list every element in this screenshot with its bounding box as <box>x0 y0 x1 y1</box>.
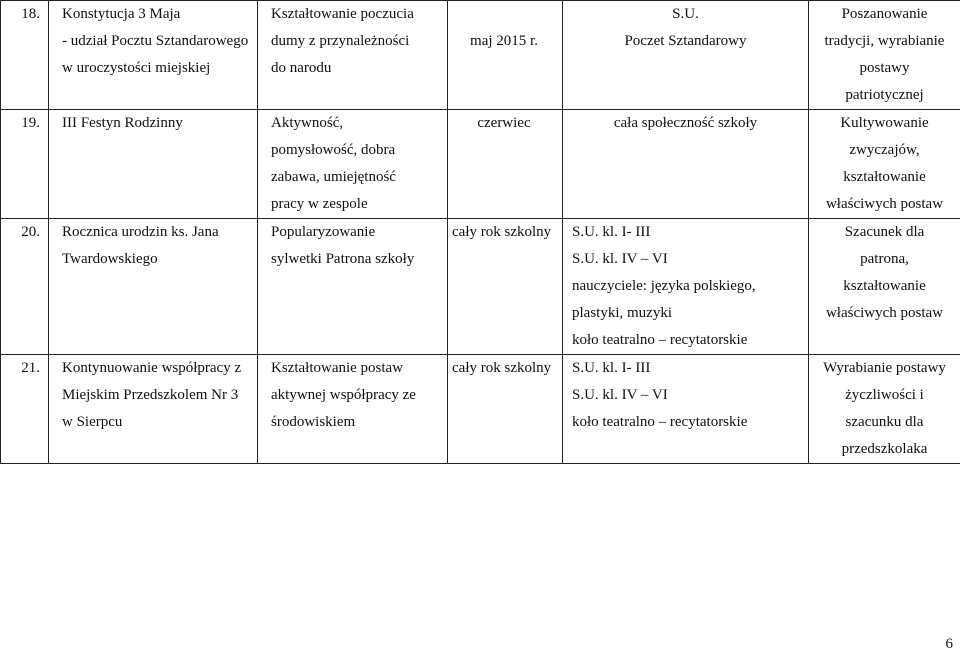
event-term-line <box>448 1 562 28</box>
row-number: 21. <box>21 360 40 376</box>
event-responsible-line: S.U. <box>672 6 699 22</box>
event-goal-cell <box>258 1 448 110</box>
event-goal-line: pracy w zespole <box>271 196 368 212</box>
event-effect-cell <box>809 219 960 355</box>
event-responsible-cell <box>563 219 809 355</box>
event-term-line: cały rok szkolny <box>452 224 552 240</box>
event-effect-cell <box>809 355 960 464</box>
event-name-line: III Festyn Rodzinny <box>62 115 183 131</box>
event-goal-line: aktywnej współpracy ze <box>271 387 416 403</box>
event-goal-line: pomysłowość, dobra <box>271 142 396 158</box>
event-responsible-line: koło teatralno – recytatorskie <box>572 332 748 348</box>
event-term-line: czerwiec <box>477 115 531 131</box>
event-effect-line: kształtowanie <box>843 278 926 294</box>
event-responsible-line: koło teatralno – recytatorskie <box>572 414 748 430</box>
event-goal-cell <box>258 219 448 355</box>
event-responsible-line: S.U. kl. IV – VI <box>572 387 668 403</box>
event-goal-cell <box>258 110 448 219</box>
event-effect-line: Szacunek dla <box>844 224 925 240</box>
event-goal-line: sylwetki Patrona szkoły <box>271 251 415 267</box>
event-term-cell <box>448 355 563 464</box>
event-effect-line: Wyrabianie postawy <box>823 360 946 376</box>
event-name-cell <box>49 219 258 355</box>
event-goal-line: Aktywność, <box>271 115 344 131</box>
page-number: 6 <box>945 636 953 652</box>
table-row <box>1 1 960 110</box>
event-goal-cell <box>258 355 448 464</box>
event-effect-line: tradycji, wyrabianie <box>824 33 945 49</box>
event-name-line: Twardowskiego <box>62 251 158 267</box>
event-responsible-cell <box>563 1 809 110</box>
event-goal-line: dumy z przynależności <box>271 33 410 49</box>
event-name-line: Miejskim Przedszkolem Nr 3 <box>62 387 239 403</box>
row-number-cell <box>1 110 49 219</box>
event-goal-line: Popularyzowanie <box>271 224 376 240</box>
row-number: 20. <box>21 224 40 240</box>
event-name-line: Konstytucja 3 Maja <box>62 6 181 22</box>
event-name-cell <box>49 110 258 219</box>
row-number: 19. <box>21 115 40 131</box>
table-row <box>1 110 960 219</box>
event-effect-line: patrona, <box>860 251 909 267</box>
event-effect-line: patriotycznej <box>845 87 924 103</box>
event-responsible-cell <box>563 355 809 464</box>
event-name-line: - udział Pocztu Sztandarowego <box>62 33 249 49</box>
event-effect-line: szacunku dla <box>845 414 924 430</box>
event-name-line: w uroczystości miejskiej <box>62 60 211 76</box>
event-effect-line: Poszanowanie <box>841 6 928 22</box>
row-number: 18. <box>21 6 40 22</box>
row-number-cell <box>1 355 49 464</box>
event-effect-line: właściwych postaw <box>825 196 944 212</box>
table-row <box>1 355 960 464</box>
event-term-cell <box>448 1 563 110</box>
event-effect-line: właściwych postaw <box>825 305 944 321</box>
event-responsible-cell <box>563 110 809 219</box>
row-number-cell <box>1 219 49 355</box>
event-name-cell <box>49 1 258 110</box>
event-responsible-line: nauczyciele: języka polskiego, <box>572 278 756 294</box>
event-term-cell <box>448 110 563 219</box>
event-responsible-line: S.U. kl. I- III <box>572 224 651 240</box>
event-responsible-line: S.U. kl. IV – VI <box>572 251 668 267</box>
table-row <box>1 219 960 355</box>
event-name-line: w Sierpcu <box>62 414 123 430</box>
event-responsible-line: Poczet Sztandarowy <box>624 33 747 49</box>
event-effect-line: postawy <box>859 60 910 76</box>
event-term-line: maj 2015 r. <box>470 33 538 49</box>
event-effect-line: Kultywowanie <box>840 115 929 131</box>
event-effect-cell <box>809 1 960 110</box>
event-responsible-line: cała społeczność szkoły <box>613 115 758 131</box>
event-goal-line: do narodu <box>271 60 332 76</box>
event-name-line: Kontynuowanie współpracy z <box>62 360 242 376</box>
event-responsible-line: S.U. kl. I- III <box>572 360 651 376</box>
event-effect-cell <box>809 110 960 219</box>
row-number-cell <box>1 1 49 110</box>
event-term-line: cały rok szkolny <box>452 360 552 376</box>
event-goal-line: zabawa, umiejętność <box>271 169 396 185</box>
event-responsible-line: plastyki, muzyki <box>572 305 672 321</box>
event-effect-line: życzliwości i <box>845 387 924 403</box>
event-effect-line: przedszkolaka <box>841 441 928 457</box>
event-goal-line: Kształtowanie postaw <box>271 360 404 376</box>
event-goal-line: Kształtowanie poczucia <box>271 6 414 22</box>
event-effect-line: kształtowanie <box>843 169 926 185</box>
event-goal-line: środowiskiem <box>271 414 356 430</box>
event-name-cell <box>49 355 258 464</box>
event-effect-line: zwyczajów, <box>849 142 920 158</box>
event-name-line: Rocznica urodzin ks. Jana <box>62 224 219 240</box>
event-term-cell <box>448 219 563 355</box>
